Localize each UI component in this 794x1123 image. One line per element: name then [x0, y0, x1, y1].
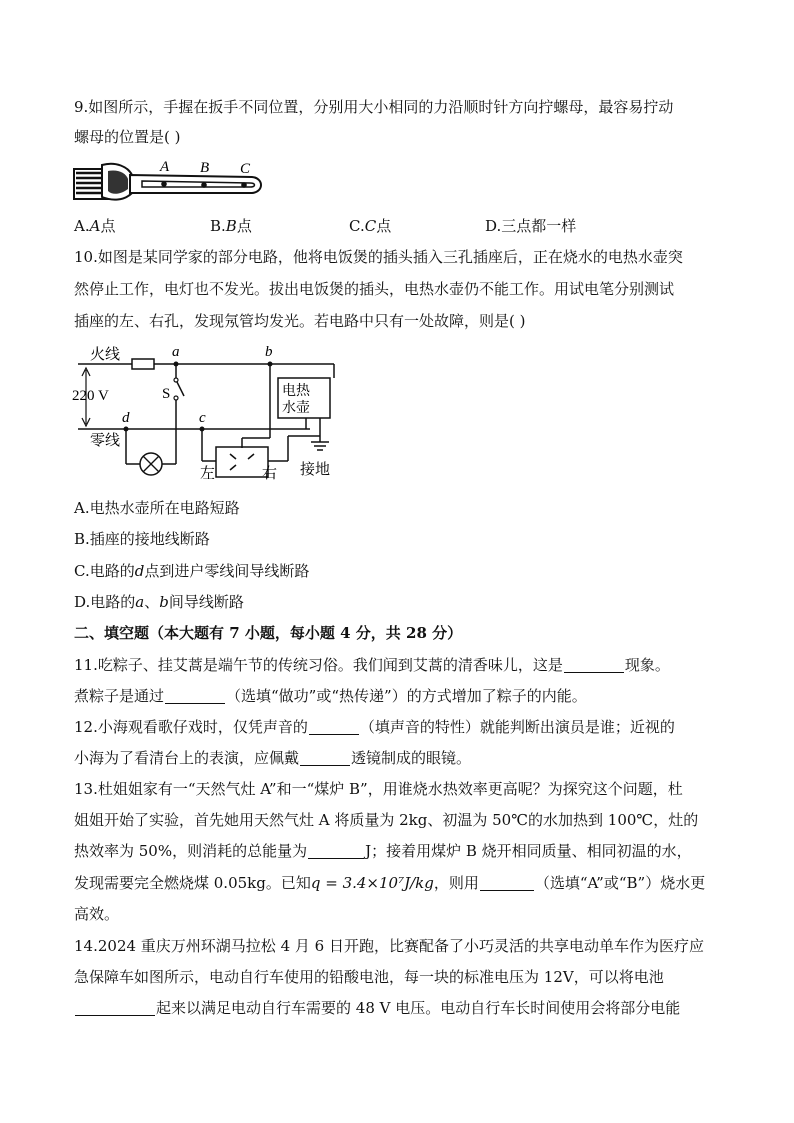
q9-option-a[interactable]: A.A点	[74, 217, 116, 235]
label-voltage: 220 V	[72, 388, 109, 404]
q9-line-1: 9.如图所示，手握在扳手不同位置，分别用大小相同的力沿顺时针方向拧螺母，最容易拧动	[74, 98, 674, 116]
label-b: B	[200, 160, 210, 176]
q13-line-2: 姐姐开始了实验，首先她用天然气灶 A 将质量为 2kg、初温为 50℃的水加热到 100℃，灶的	[74, 811, 699, 829]
q13-blank-2[interactable]	[480, 874, 534, 891]
q9-option-d[interactable]: D.三点都一样	[485, 217, 577, 235]
label-kettle-1: 电热	[282, 384, 310, 399]
q13-formula: q = 3.4×10⁷J/kg	[310, 874, 434, 892]
label-c: C	[240, 161, 251, 177]
point-b-dot	[201, 182, 207, 188]
circuit-diagram	[70, 340, 345, 482]
fuse	[132, 359, 154, 369]
q9-line-2: 螺母的位置是( )	[74, 128, 181, 146]
label-neutral: 零线	[90, 433, 121, 449]
q12-blank-1[interactable]	[309, 718, 359, 735]
three-hole-socket	[216, 447, 268, 477]
q14-line-3: 起来以满足电动自行车需要的 48 V 电压。电动自行车长时间使用会将部分电能	[74, 997, 724, 1019]
point-a-dot	[161, 181, 167, 187]
point-c-dot	[241, 182, 247, 188]
q13-line-1: 13.杜姐姐家有一“天然气灶 A”和一“煤炉 B”，用谁烧水热效率更高呢？为探究这个问题，杜	[74, 780, 683, 798]
q11-blank-1[interactable]	[564, 656, 624, 673]
label-switch: S	[162, 386, 171, 402]
section-title: 二、填空题（本大题有 7 小题，每小题 4 分，共 28 分）	[74, 624, 463, 642]
q13-line-5: 高效。	[74, 905, 120, 923]
q13-line-4: 发现需要完全燃烧煤 0.05kg。已知q = 3.4×10⁷J/kg，则用 （选填“A”或“B”）烧水更	[74, 874, 706, 892]
q10-option-a[interactable]: A.电热水壶所在电路短路	[74, 499, 240, 517]
q10-line-1: 10.如图是某同学家的部分电路，他将电饭煲的插头插入三孔插座后，正在烧水的电热水壶突	[74, 248, 683, 266]
q14-line-1: 14.2024 重庆万州环湖马拉松 4 月 6 日开跑，比赛配备了小巧灵活的共享电动单车作为医疗应	[74, 937, 704, 955]
wrench-figure	[72, 157, 272, 205]
q9-option-c[interactable]: C.C点	[349, 217, 392, 235]
q13-line-3: 热效率为 50%，则消耗的总能量为 J；接着用煤炉 B 烧开相同质量、相同初温的水，	[74, 842, 692, 860]
q11-blank-2[interactable]	[165, 687, 225, 704]
label-left: 左	[200, 466, 216, 482]
q10-option-d[interactable]: D.电路的a、b间导线断路	[74, 593, 244, 611]
q14-blank-1[interactable]	[75, 999, 155, 1016]
q10-option-b[interactable]: B.插座的接地线断路	[74, 530, 210, 548]
q10-line-3: 插座的左、右孔，发现氖管均发光。若电路中只有一处故障，则是( )	[74, 312, 526, 330]
q11-line-1: 11.吃粽子、挂艾蒿是端午节的传统习俗。我们闻到艾蒿的清香味儿，这是 现象。	[74, 656, 670, 674]
label-ground: 接地	[300, 462, 331, 478]
label-d: d	[122, 410, 130, 426]
q9-option-b[interactable]: B.B点	[210, 217, 252, 235]
label-c: c	[199, 410, 206, 426]
q12-line-2: 小海为了看清台上的表演，应佩戴 透镜制成的眼镜。	[74, 749, 472, 767]
switch-s	[176, 380, 184, 396]
q10-option-c[interactable]: C.电路的d点到进户零线间导线断路	[74, 562, 310, 580]
label-right: 右	[262, 466, 278, 482]
q12-line-1: 12.小海观看歌仔戏时，仅凭声音的 （填声音的特性）就能判断出演员是谁；近视的	[74, 718, 675, 736]
q12-blank-2[interactable]	[300, 749, 350, 766]
label-kettle-2: 水壶	[282, 401, 310, 416]
wrench-handle	[130, 175, 261, 193]
label-b: b	[265, 344, 273, 360]
q11-line-2: 煮粽子是通过 （选填“做功”或“热传递”）的方式增加了粽子的内能。	[74, 687, 587, 705]
label-live: 火线	[90, 347, 121, 363]
label-a: A	[160, 159, 170, 175]
label-a: a	[172, 344, 180, 360]
q14-line-2: 急保障车如图所示，电动自行车使用的铅酸电池，每一块的标准电压为 12V，可以将电池	[74, 968, 664, 986]
q10-line-2: 然停止工作，电灯也不发光。拔出电饭煲的插头，电热水壶仍不能工作。用试电笔分别测试	[74, 280, 675, 298]
q13-blank-1[interactable]	[308, 842, 364, 859]
